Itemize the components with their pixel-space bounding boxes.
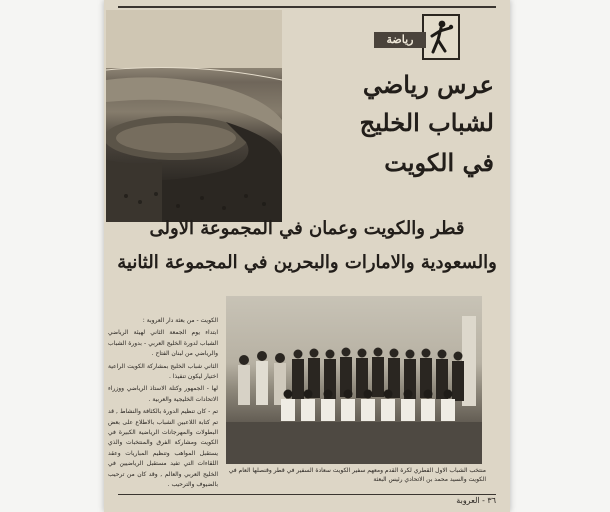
headline-line-3: في الكويت: [384, 148, 494, 177]
body-paragraph: الثاني شباب الخليج بمشاركة الكويت الراعية اختيار ليكون تنفيذا .: [108, 362, 218, 381]
bottom-rule: [118, 494, 496, 495]
discus-thrower-icon: [422, 14, 460, 60]
top-rule: [118, 6, 496, 8]
page-footer: ٣٦ - العروبة: [456, 496, 496, 505]
body-paragraph: تم - كان تنظيم الدورة بالكثافة والنشاط , قد تم كتابة اللاعبين الشباب بالاطلاع على بعض البطولات والمهرجانات الرياضية الكبيرة في الكويت ومشاركة الفرق والمنتخبات والذي يستقبل المواهب وتنظيم المباريات وعقد اللقاءات التي تفيد مستقبل الرياضيين في الخليج العربي والعالم , وقد كان من ترحيب بالضيوف والترحيب .: [108, 408, 218, 489]
subheadline-line-1: قطر والكويت وعمان في المجموعة الاولى: [149, 218, 465, 239]
body-paragraph: ابتداء يوم الجمعة الثاني لهيئة الرياضي الشباب لدورة الخليج العربي - بدورة الشباب والرياضي من لبنان الفتاح .: [108, 329, 218, 358]
stadium-illustration: [106, 10, 282, 222]
body-paragraph: لها - الجمهور وكتلة الاستاذ الرياضي ووزراء الاتحادات الخليجية والعربية .: [108, 385, 218, 403]
subheadline-line-2: والسعودية والامارات والبحرين في المجموعة الثانية: [117, 252, 497, 273]
team-group-illustration: [226, 296, 482, 464]
photo-caption: منتخب الشباب الاول القطري لكرة القدم ومعهم سفير الكويت سعادة السفير في قطر وقنصلها العام في الكويت والسيد محمد بن الاتحادي رئيس البعثة: [228, 467, 486, 483]
section-tag: رياضة: [374, 32, 426, 48]
headline-line-1: عرس رياضي: [362, 70, 494, 99]
stadium-photo: [106, 10, 282, 222]
team-group-photo: [226, 296, 482, 464]
magazine-page: [104, 0, 510, 512]
headline-line-2: لشباب الخليج: [359, 108, 494, 137]
article-body: [108, 316, 218, 496]
body-paragraph: الكويت - من بعثة دار العروبة :: [142, 317, 218, 324]
